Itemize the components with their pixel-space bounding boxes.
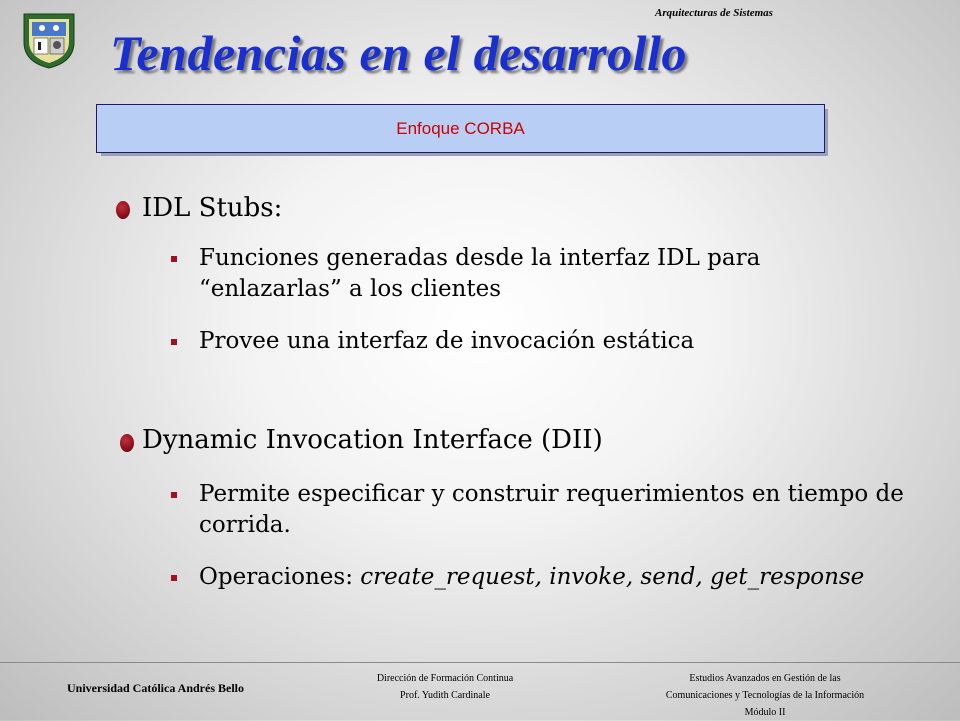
footer-university: Universidad Católica Andrés Bello bbox=[67, 681, 245, 695]
slide-title: Tendencias en el desarrollo bbox=[110, 25, 687, 81]
footer-middle-line2: Prof. Yudith Cardinale bbox=[400, 690, 490, 701]
item-bullet-icon bbox=[171, 256, 177, 262]
list-item bbox=[199, 562, 909, 593]
list-item: Provee una interfaz de invocación estática bbox=[199, 328, 695, 354]
subtitle-text: Enfoque CORBA bbox=[396, 118, 525, 138]
list-item-prefix: Operaciones: bbox=[199, 564, 361, 590]
footer-right-line3: Módulo II bbox=[744, 707, 786, 718]
footer-middle-line1: Dirección de Formación Continua bbox=[376, 673, 514, 684]
subtitle-banner bbox=[96, 104, 825, 153]
item-bullet-icon bbox=[171, 339, 177, 345]
footer-divider bbox=[0, 662, 960, 663]
list-item: Funciones generadas desde la interfaz IDL para “enlazarlas” a los clientes bbox=[199, 245, 761, 302]
footer-right-line1: Estudios Avanzados en Gestión de las bbox=[689, 673, 841, 684]
section-heading: Dynamic Invocation Interface (DII) bbox=[142, 425, 603, 455]
item-bullet-icon bbox=[171, 492, 177, 498]
item-bullet-icon bbox=[171, 575, 177, 581]
section-bullet-icon bbox=[116, 201, 130, 219]
list-item-operations: create_request, invoke, send, get_response bbox=[360, 564, 865, 590]
course-name: Arquitecturas de Sistemas bbox=[655, 7, 773, 19]
footer-middle bbox=[330, 670, 560, 704]
footer-right bbox=[600, 670, 930, 721]
section-bullet-icon bbox=[120, 434, 134, 452]
section-heading: IDL Stubs: bbox=[142, 193, 283, 223]
university-crest-icon bbox=[22, 12, 76, 70]
list-item: Permite especificar y construir requerimientos en tiempo de corrida. bbox=[199, 481, 904, 538]
footer-right-line2: Comunicaciones y Tecnologías de la Información bbox=[665, 690, 865, 701]
